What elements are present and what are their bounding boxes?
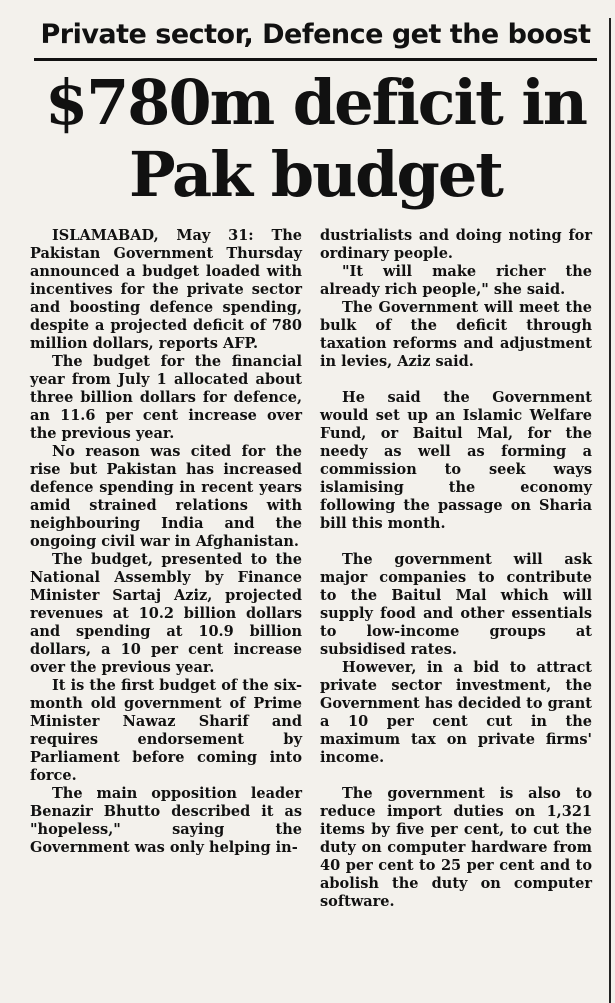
- paragraph: The budget for the financial year from July 1 allocated about three billion dollars for defence, an 11.6 per cent increase over the previous year.: [30, 353, 302, 442]
- kicker-headline: Private sector, Defence get the boost: [40, 19, 591, 50]
- clipping-edge: [609, 18, 611, 1003]
- newspaper-clipping: [0, 18, 615, 1003]
- paragraph: No reason was cited for the rise but Pakistan has increased defence spending in recent years amid strained relations with neighbouring India and the ongoing civil war in Afghanistan.: [30, 443, 302, 550]
- paragraph: dustrialists and doing noting for ordinary people.: [320, 227, 592, 262]
- paragraph: "It will make richer the already rich people," she said.: [320, 263, 592, 298]
- paragraph: It is the first budget of the six-month old government of Prime Minister Nawaz Sharif and requires endorsement by Parliament before coming into force.: [30, 677, 302, 784]
- article-column-right: [320, 227, 592, 911]
- paragraph: The government is also to reduce import duties on 1,321 items by five per cent, to cut the duty on computer hardware from 40 per cent to 25 per cent and to abolish the duty on computer software.: [320, 785, 592, 910]
- headline-line-1: $780m deficit in: [45, 66, 586, 139]
- paragraph: The main opposition leader Benazir Bhutto described it as "hopeless," saying the Government was only helping in-: [30, 785, 302, 856]
- paragraph: The Government will meet the bulk of the deficit through taxation reforms and adjustment in levies, Aziz said.: [320, 299, 592, 370]
- paragraph: The government will ask major companies to contribute to the Baitul Mal which will supply food and other essentials to low-income groups at subsidised rates.: [320, 551, 592, 658]
- article-body: [30, 227, 601, 911]
- kicker-rule: [34, 58, 597, 61]
- paragraph: However, in a bid to attract private sector investment, the Government has decided to grant a 10 per cent cut in the maximum tax on private firms' income.: [320, 659, 592, 766]
- paragraph: ISLAMABAD, May 31: The Pakistan Government Thursday announced a budget loaded with incentives for the private sector and boosting defence spending, despite a projected deficit of 780 million dollars, reports AFP.: [30, 227, 302, 352]
- main-headline: [30, 67, 601, 211]
- headline-line-2: Pak budget: [129, 138, 502, 211]
- article-column-left: [30, 227, 302, 911]
- paragraph: The budget, presented to the National Assembly by Finance Minister Sartaj Aziz, projected revenues at 10.2 billion dollars and spending at 10.9 billion dollars, a 10 per cent increase over the previous year.: [30, 551, 302, 676]
- paragraph: He said the Government would set up an Islamic Welfare Fund, or Baitul Mal, for the needy as well as forming a commission to seek ways islamising the economy following the passage on Sharia bill this month.: [320, 389, 592, 532]
